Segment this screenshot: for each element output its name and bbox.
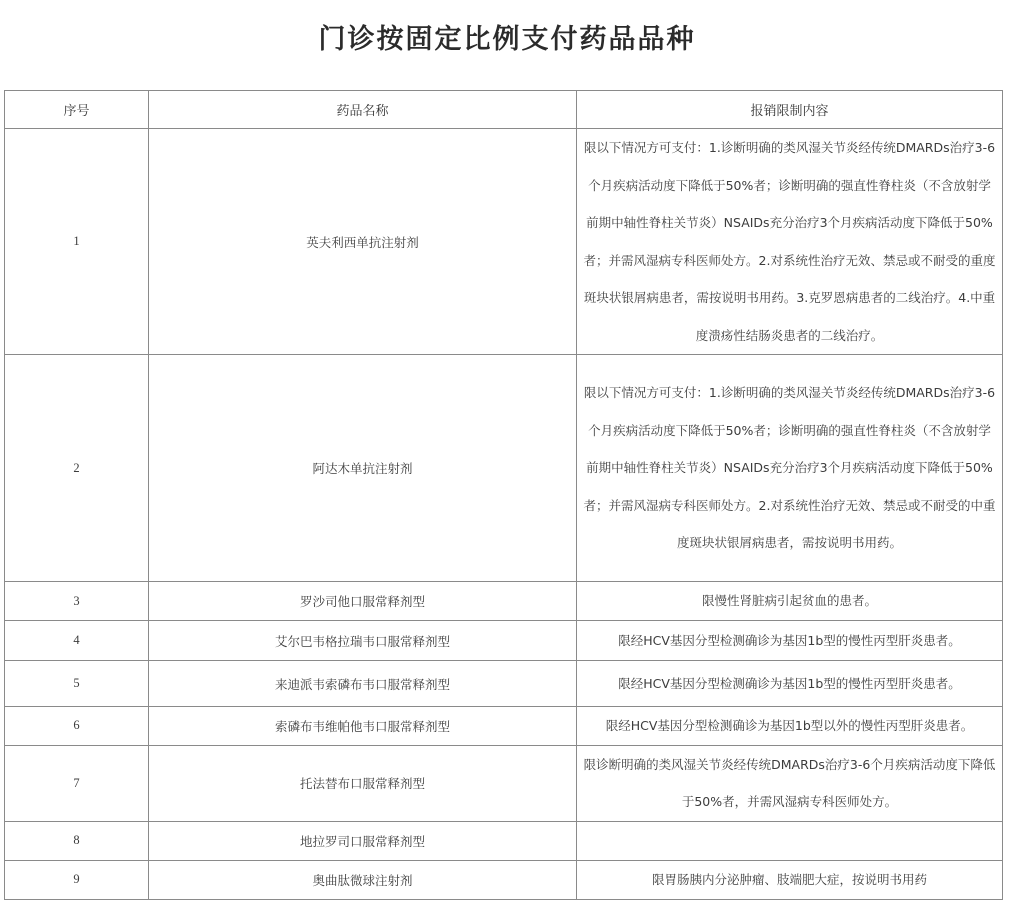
header-reimbursement-limit: 报销限制内容 bbox=[577, 91, 1003, 129]
table-row bbox=[5, 821, 1003, 860]
row-reimbursement-limit: 限慢性肾脏病引起贫血的患者。 bbox=[577, 582, 1003, 621]
row-reimbursement-limit bbox=[577, 821, 1003, 860]
table-row bbox=[5, 707, 1003, 746]
row-index: 4 bbox=[5, 621, 149, 661]
header-index: 序号 bbox=[5, 91, 149, 129]
row-drug-name: 艾尔巴韦格拉瑞韦口服常释剂型 bbox=[149, 621, 577, 661]
table-row bbox=[5, 860, 1003, 899]
drug-reimbursement-table bbox=[4, 90, 1003, 900]
row-index: 6 bbox=[5, 707, 149, 746]
row-drug-name: 奥曲肽微球注射剂 bbox=[149, 860, 577, 899]
row-index: 5 bbox=[5, 661, 149, 707]
row-drug-name: 阿达木单抗注射剂 bbox=[149, 355, 577, 582]
row-reimbursement-limit: 限经HCV基因分型检测确诊为基因1b型的慢性丙型肝炎患者。 bbox=[577, 661, 1003, 707]
row-reimbursement-limit: 限经HCV基因分型检测确诊为基因1b型以外的慢性丙型肝炎患者。 bbox=[577, 707, 1003, 746]
header-drug-name: 药品名称 bbox=[149, 91, 577, 129]
table-row bbox=[5, 129, 1003, 355]
row-drug-name: 来迪派韦索磷布韦口服常释剂型 bbox=[149, 661, 577, 707]
row-index: 9 bbox=[5, 860, 149, 899]
table-row bbox=[5, 355, 1003, 582]
table-row bbox=[5, 621, 1003, 661]
row-reimbursement-limit: 限诊断明确的类风湿关节炎经传统DMARDs治疗3-6个月疾病活动度下降低于50%者，并需风湿病专科医师处方。 bbox=[577, 745, 1003, 821]
row-drug-name: 英夫利西单抗注射剂 bbox=[149, 129, 577, 355]
row-drug-name: 罗沙司他口服常释剂型 bbox=[149, 582, 577, 621]
table-row bbox=[5, 582, 1003, 621]
row-index: 7 bbox=[5, 745, 149, 821]
row-index: 3 bbox=[5, 582, 149, 621]
row-reimbursement-limit: 限胃肠胰内分泌肿瘤、肢端肥大症，按说明书用药 bbox=[577, 860, 1003, 899]
row-reimbursement-limit: 限经HCV基因分型检测确诊为基因1b型的慢性丙型肝炎患者。 bbox=[577, 621, 1003, 661]
row-drug-name: 索磷布韦维帕他韦口服常释剂型 bbox=[149, 707, 577, 746]
row-reimbursement-limit: 限以下情况方可支付：1.诊断明确的类风湿关节炎经传统DMARDs治疗3-6个月疾病活动度下降低于50%者；诊断明确的强直性脊柱炎（不含放射学前期中轴性脊柱关节炎）NSAIDs充分治疗3个月疾病活动度下降低于50%者；并需风湿病专科医师处方。2.对系统性治疗无效、禁忌或不耐受的重度斑块状银屑病患者，需按说明书用药。3.克罗恩病患者的二线治疗。4.中重度溃疡性结肠炎患者的二线治疗。 bbox=[577, 129, 1003, 355]
row-index: 8 bbox=[5, 821, 149, 860]
row-index: 1 bbox=[5, 129, 149, 355]
document-title: 门诊按固定比例支付药品品种 bbox=[318, 24, 696, 55]
table-row bbox=[5, 745, 1003, 821]
row-drug-name: 地拉罗司口服常释剂型 bbox=[149, 821, 577, 860]
table-header-row bbox=[5, 91, 1003, 129]
table-row bbox=[5, 661, 1003, 707]
row-index: 2 bbox=[5, 355, 149, 582]
row-drug-name: 托法替布口服常释剂型 bbox=[149, 745, 577, 821]
row-reimbursement-limit: 限以下情况方可支付：1.诊断明确的类风湿关节炎经传统DMARDs治疗3-6个月疾病活动度下降低于50%者；诊断明确的强直性脊柱炎（不含放射学前期中轴性脊柱关节炎）NSAIDs充分治疗3个月疾病活动度下降低于50%者；并需风湿病专科医师处方。2.对系统性治疗无效、禁忌或不耐受的中重度斑块状银屑病患者，需按说明书用药。 bbox=[577, 355, 1003, 582]
